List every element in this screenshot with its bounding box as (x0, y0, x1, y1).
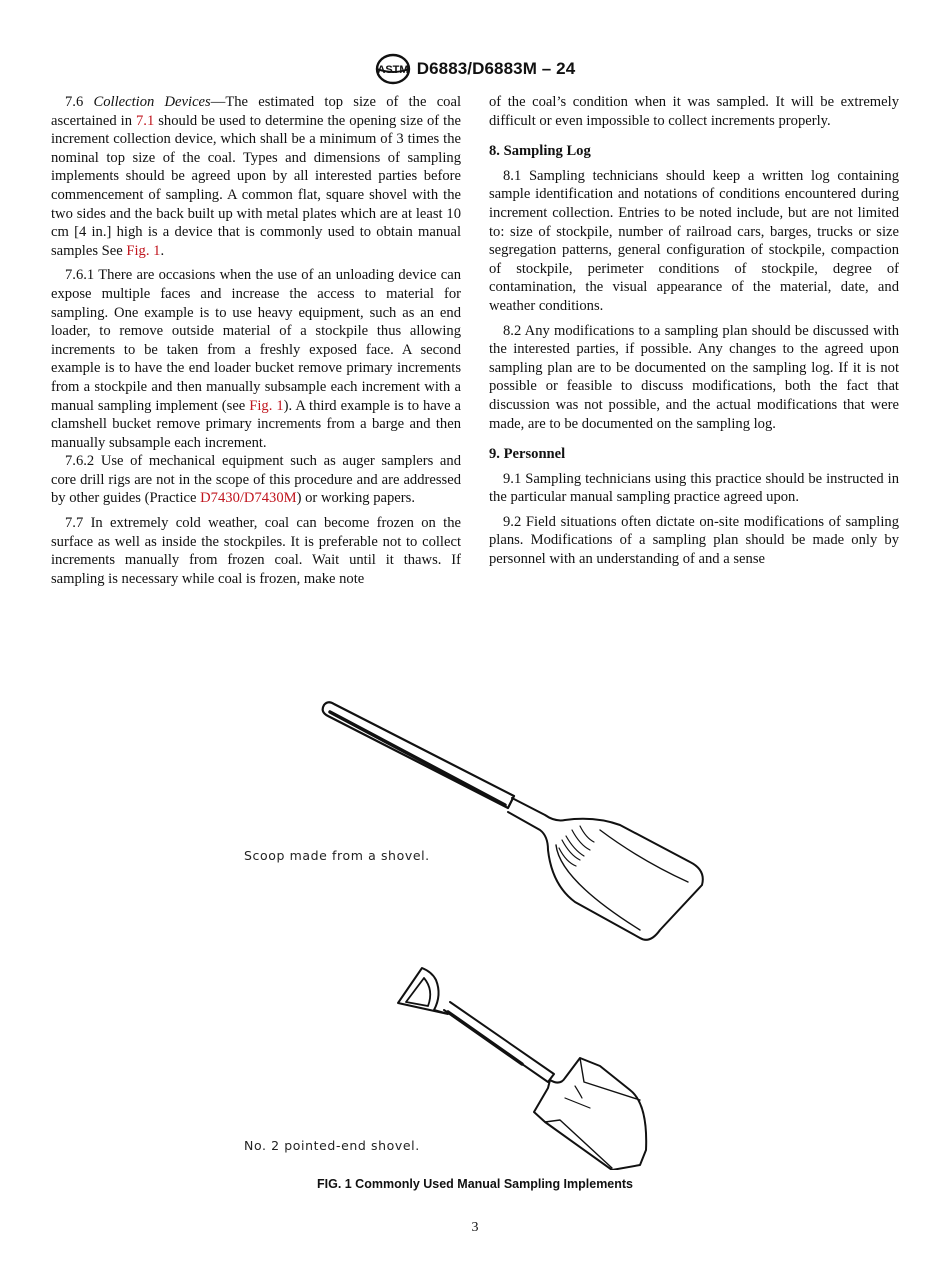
paragraph-text: 7.6.2 Use of mechanical equipment such as auger samplers and core drill rigs are not in the scope of this procedure and are addressed by other guides (Practice (51, 453, 461, 507)
paragraph-9-2: 9.2 Field situations often dictate on-site modifications of sampling plans. Modifications of a sampling plan should be made only by personnel with an understanding of and a sense (489, 513, 899, 568)
link-7-1[interactable]: 7.1 (136, 112, 155, 129)
paragraph-9-1: 9.1 Sampling technicians using this practice should be instructed in the particular manual sampling practice agreed upon. (489, 470, 899, 506)
paragraph-text: ) or working papers. (296, 490, 415, 507)
svg-text:ASTM: ASTM (377, 64, 409, 76)
paragraph-7-7: 7.7 In extremely cold weather, coal can become frozen on the surface as well as inside the stockpiles. It is preferable not to collect increments manually from frozen coal. Wait until it thaws. If sampling is necessary while coal is frozen, make note (51, 515, 461, 587)
figure-1 (0, 690, 950, 1170)
figure-caption: FIG. 1 Commonly Used Manual Sampling Implements (316, 1177, 634, 1191)
page-number: 3 (471, 1220, 479, 1235)
paragraph-8-2: 8.2 Any modifications to a sampling plan should be discussed with the interested parties, if possible. Any changes to the agreed upon sampling plan are to be documented on the sampling log. If it is not possible or feasible to discuss modifications, both the fact that discussion was not possible, and the actual modifications that were made, are to be documented on the sampling log. (489, 322, 899, 432)
scoop-illustration-icon (0, 690, 950, 1170)
section-heading-8: 8. Sampling Log (489, 143, 591, 160)
paragraph-7-6 (51, 93, 461, 260)
paragraph-text: should be used to determine the opening size of the increment collection device, which shall be a minimum of 3 times the nominal top size of the coal. Types and dimensions of sampling implements should be agreed upon by all interested parties before commencement of sampling. A common flat, square shovel with the two sides and the back built up with metal plates which are at least 10 cm [4 in.] high is a device that is commonly used to obtain manual samples See (51, 112, 461, 259)
shovel-label: No. 2 pointed-end shovel. (244, 1138, 420, 1153)
section-title: Collection Devices (93, 94, 211, 110)
right-column (489, 93, 899, 575)
paragraph-text: ). A third example is to have a clamshell bucket remove primary increments from a barge and then manually subsample each increment. (51, 397, 461, 451)
link-fig-1[interactable]: Fig. 1 (249, 397, 284, 414)
paragraph-text: —The estimated top size of the coal ascertained in (51, 94, 461, 129)
left-column (51, 93, 461, 594)
paragraph-text: . (160, 242, 165, 259)
paragraph-text: 7.6.1 There are occasions when the use of an unloading device can expose multiple faces and increase the access to material for sampling. One example is to use heavy equipment, such as an end loader, to remove outside material of a stockpile thus allowing increments to be taken from a freshly exposed face. A second example is to have the end loader bucket remove primary increments from a stockpile and then manually subsample each increment with a manual sampling implement (see (51, 267, 461, 414)
paragraph-8-1: 8.1 Sampling technicians should keep a written log containing sample identification and notations of conditions encountered during increment collection. Entries to be noted include, but are not limited to: size of stockpile, number of railroad cars, barges, trucks or size segregation patterns, general configuration of stockpile, compaction of stockpile, perimeter conditions of stockpile, degree of contamination, the visual appearance of the material, date, and weather conditions. (489, 167, 899, 314)
paragraph-7-6-2 (51, 452, 461, 508)
paragraph-7-7-continued: of the coal’s condition when it was sampled. It will be extremely difficult or even impossible to collect increments properly. (489, 94, 899, 129)
link-d7430[interactable]: D7430/D7430M (200, 490, 297, 507)
paragraph-7-6-1 (51, 266, 461, 452)
scoop-label: Scoop made from a shovel. (244, 848, 430, 863)
section-heading-9: 9. Personnel (489, 446, 566, 463)
document-id: D6883/D6883M – 24 (416, 59, 576, 78)
page-header (0, 53, 950, 85)
astm-logo-icon (375, 53, 411, 85)
section-number: 7.6 (65, 94, 94, 110)
link-fig-1[interactable]: Fig. 1 (126, 242, 161, 259)
